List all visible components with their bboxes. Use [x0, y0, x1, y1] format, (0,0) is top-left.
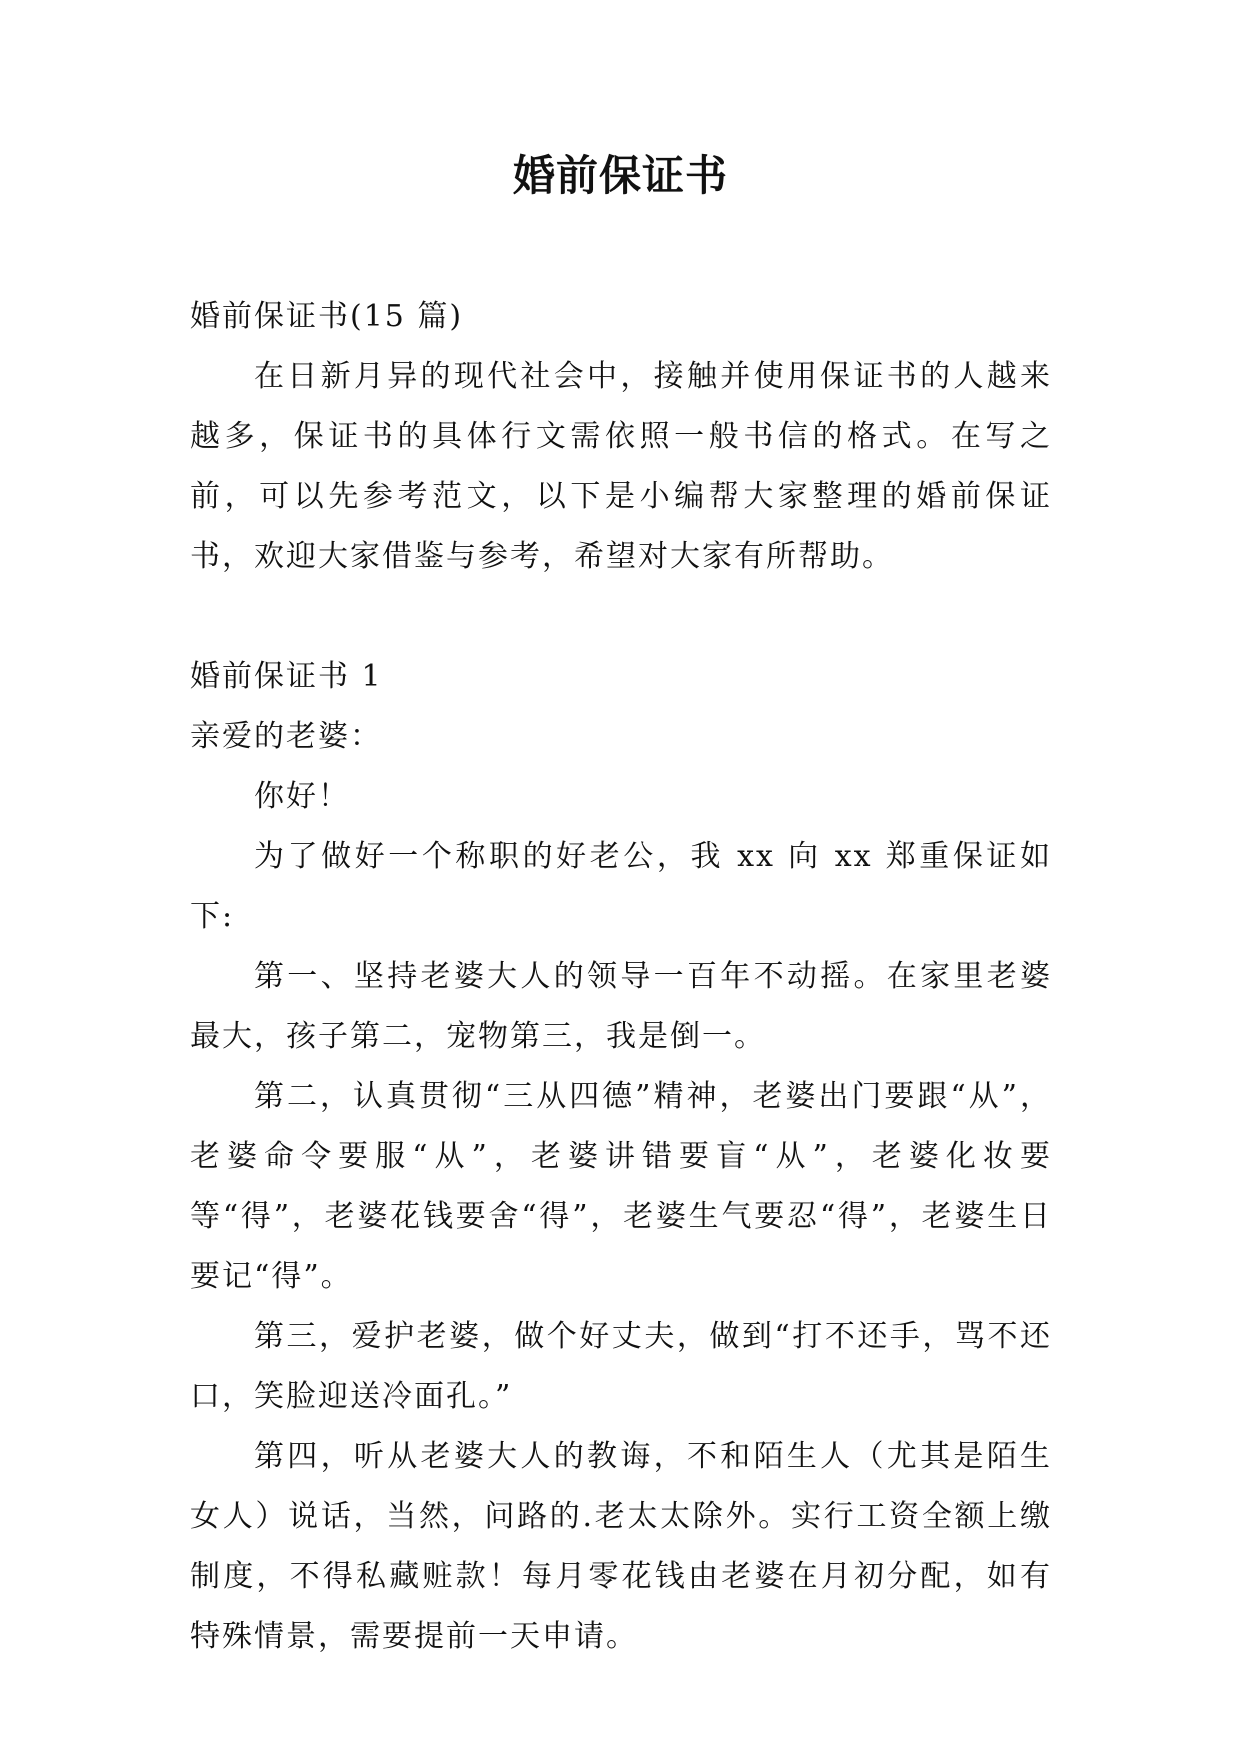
pledge-item-4: 第四，听从老婆大人的教诲，不和陌生人（尤其是陌生女人）说话，当然，问路的.老太太除外。实行工资全额上缴制度，不得私藏赃款！每月零花钱由老婆在月初分配，如有特殊情景，需要提前一天申请。 — [190, 1439, 1052, 1654]
section-heading: 婚前保证书 1 — [190, 659, 383, 694]
pledge-item-2: 第二，认真贯彻“三从四德”精神，老婆出门要跟“从”，老婆命令要服“从”，老婆讲错要盲“从”，老婆化妆要等“得”，老婆花钱要舍“得”，老婆生气要忍“得”，老婆生日要记“得”。 — [190, 1079, 1052, 1294]
document-body — [190, 287, 1052, 1667]
intro-paragraph: 在日新月异的现代社会中，接触并使用保证书的人越来越多，保证书的具体行文需依照一般书信的格式。在写之前，可以先参考范文，以下是小编帮大家整理的婚前保证书，欢迎大家借鉴与参考，希望对大家有所帮助。 — [190, 359, 1052, 574]
paragraph-spacer — [190, 587, 1052, 647]
document-subtitle: 婚前保证书(15 篇) — [190, 299, 464, 334]
greeting: 你好！ — [254, 779, 350, 814]
pledge-item-3: 第三，爱护老婆，做个好丈夫，做到“打不还手，骂不还口，笑脸迎送冷面孔。” — [190, 1319, 1052, 1414]
salutation: 亲爱的老婆： — [190, 719, 382, 754]
pledge-item-1: 第一、坚持老婆大人的领导一百年不动摇。在家里老婆最大，孩子第二，宠物第三，我是倒一。 — [190, 959, 1052, 1054]
pledge-intro: 为了做好一个称职的好老公，我 xx 向 xx 郑重保证如下: — [190, 839, 1052, 934]
document-title: 婚前保证书 — [512, 151, 728, 200]
